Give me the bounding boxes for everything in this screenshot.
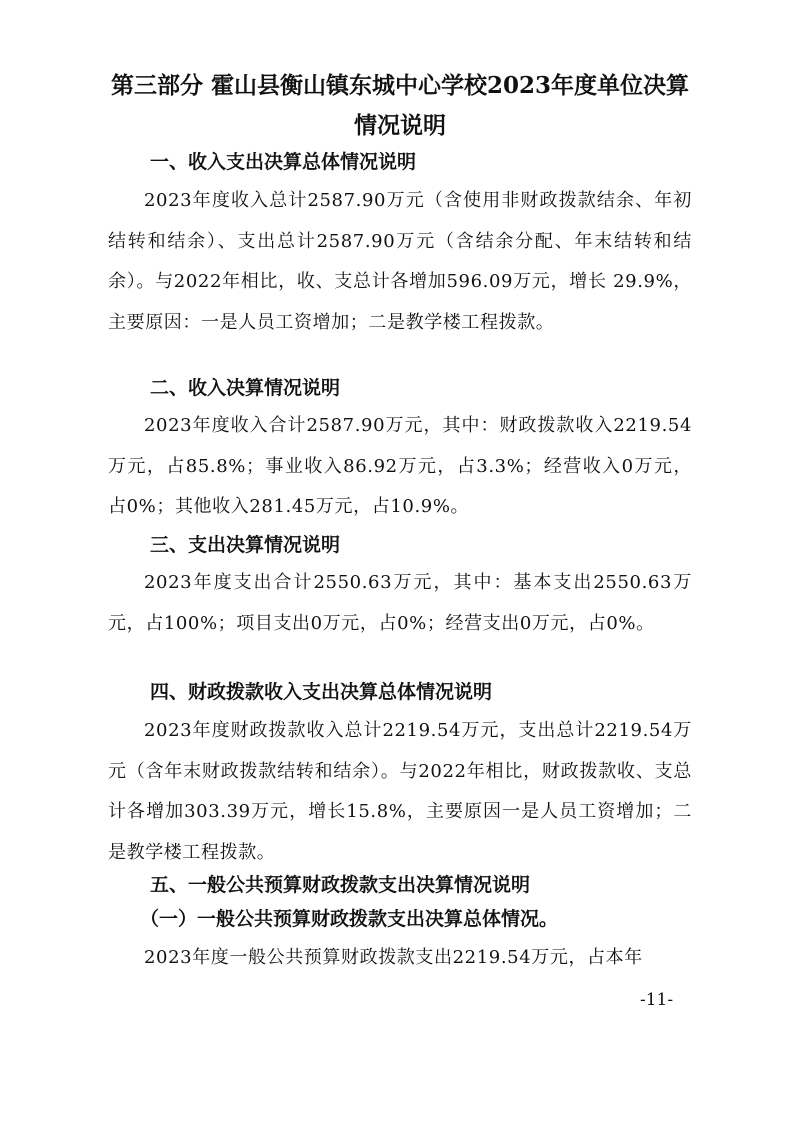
section-5-subheading: （一）一般公共预算财政拨款支出决算总体情况。: [140, 908, 559, 930]
document-title-line-2: 情况说明: [354, 112, 446, 139]
section-4-heading: 四、财政拨款收入支出决算总体情况说明: [150, 681, 493, 703]
section-1-body: 2023年度收入总计2587.90万元（含使用非财政拨款结余、年初结转和结余）、支出总计2587.90万元（含结余分配、年末结转和结余）。与2022年相比，收、支总计各增加596.09万元，增长 29.9%，主要原因：一是人员工资增加；二是教学楼工程拨款。: [108, 190, 692, 333]
section-2-heading: 二、收入决算情况说明: [150, 377, 341, 399]
section-3-heading: 三、支出决算情况说明: [150, 534, 341, 556]
document-title-line-1: 第三部分 霍山县衡山镇东城中心学校2023年度单位决算: [110, 72, 690, 99]
section-1-heading: 一、收入支出决算总体情况说明: [150, 151, 417, 173]
section-2-body: 2023年度收入合计2587.90万元，其中：财政拨款收入2219.54万元，占85.8%；事业收入86.92万元，占3.3%；经营收入0万元，占0%；其他收入281.45万元，占10.9%。: [108, 415, 692, 517]
section-4-body: 2023年度财政拨款收入总计2219.54万元，支出总计2219.54万元（含年末财政拨款结转和结余）。与2022年相比，财政拨款收、支总计各增加303.39万元，增长15.8%，主要原因一是人员工资增加；二是教学楼工程拨款。: [108, 720, 692, 863]
page-number: -11-: [640, 990, 674, 1010]
section-5-heading: 五、一般公共预算财政拨款支出决算情况说明: [150, 874, 531, 896]
section-5-body: 2023年度一般公共预算财政拨款支出2219.54万元，占本年: [144, 947, 643, 968]
section-3-body: 2023年度支出合计2550.63万元，其中：基本支出2550.63万元，占100%；项目支出0万元，占0%；经营支出0万元，占0%。: [108, 572, 692, 634]
